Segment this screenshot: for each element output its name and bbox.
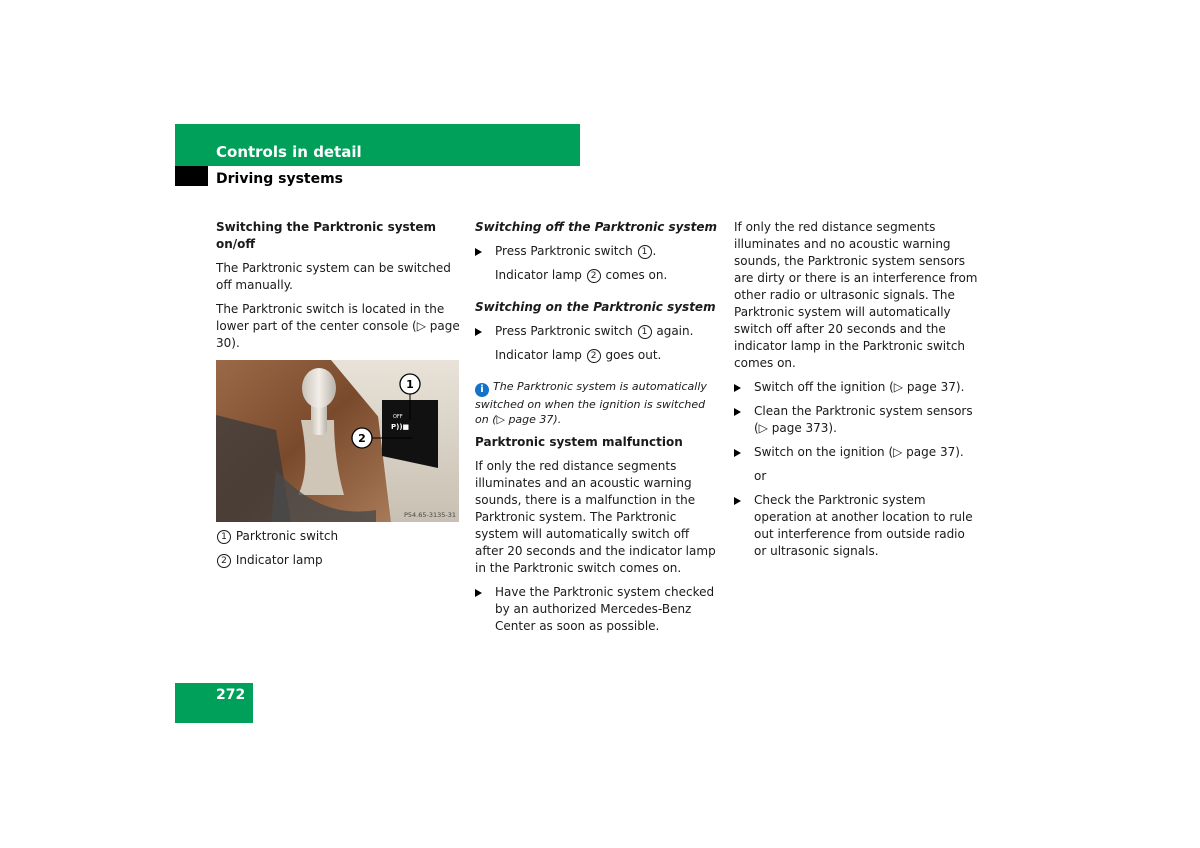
svg-text:1: 1: [406, 378, 414, 391]
heading-switching-on-off: Switching the Parktronic system on/off: [216, 220, 437, 251]
info-icon: i: [475, 383, 489, 397]
bullet-arrow-icon: [475, 328, 482, 336]
subsection-title: Driving systems: [216, 171, 344, 187]
legend-item-lamp: 2 Indicator lamp: [216, 552, 460, 569]
legend-item-switch: 1 Parktronic switch: [216, 528, 460, 545]
heading-malfunction: Parktronic system malfunction: [475, 435, 683, 449]
step-switch-off-ignition: Switch off the ignition (▷ page 37).: [734, 379, 978, 396]
step-have-checked: Have the Parktronic system checked by an authorized Mercedes-Benz Center as soon as possible.: [475, 584, 719, 635]
result-lamp-on: Indicator lamp 2 comes on.: [495, 268, 668, 282]
column-2: [475, 219, 719, 642]
paragraph-manual-switch: The Parktronic system can be switched off manually.: [216, 261, 451, 292]
parktronic-symbol: P))■: [391, 423, 410, 431]
bullet-arrow-icon: [475, 589, 482, 597]
step-switch-on-ignition: Switch on the ignition (▷ page 37).: [734, 444, 978, 461]
result-lamp-out: Indicator lamp 2 goes out.: [495, 348, 662, 362]
bullet-arrow-icon: [734, 497, 741, 505]
heading-switching-on: Switching on the Parktronic system: [475, 300, 716, 314]
bullet-arrow-icon: [734, 408, 741, 416]
center-console-photo: [216, 360, 459, 522]
image-reference-code: P54.65-3135-31: [403, 511, 456, 519]
step-press-switch-off: Press Parktronic switch 1 .: [475, 243, 719, 260]
info-note: i The Parktronic system is automatically switched on when the ignition is switched on (▷ page 37).: [475, 380, 707, 426]
paragraph-sensors-dirty: If only the red distance segments illuminates and no acoustic warning sounds, the Parktronic system sensors are dirty or there is an interference from other radio or ultrasonic signals. The Parktronic system will automatically switch off after 20 seconds and the indicator lamp in the Parktronic switch comes on.: [734, 220, 978, 370]
step-press-switch-on: Press Parktronic switch 1 again.: [475, 323, 719, 340]
paragraph-switch-location: The Parktronic switch is located in the lower part of the center console (▷ page 30).: [216, 302, 460, 350]
page-number: 272: [216, 687, 246, 703]
column-3: [734, 219, 978, 567]
bullet-arrow-icon: [734, 449, 741, 457]
bullet-arrow-icon: [475, 248, 482, 256]
svg-text:2: 2: [358, 432, 366, 445]
step-clean-sensors: Clean the Parktronic system sensors (▷ page 373).: [734, 403, 978, 437]
bullet-arrow-icon: [734, 384, 741, 392]
step-check-other-location: Check the Parktronic system operation at another location to rule out interference from outside radio or ultrasonic signals.: [734, 492, 978, 560]
heading-switching-off: Switching off the Parktronic system: [475, 220, 718, 234]
subsection-marker: [175, 166, 208, 186]
column-1: [216, 219, 460, 576]
paragraph-malfunction: If only the red distance segments illuminates and an acoustic warning sounds, there is a malfunction in the Parktronic system. The Parktronic system will automatically switch off after 20 seconds and the indicator lamp in the Parktronic switch comes on.: [475, 459, 716, 575]
or-label: or: [754, 469, 767, 483]
section-title: Controls in detail: [216, 143, 362, 161]
panel-off-label: OFF: [393, 414, 403, 420]
